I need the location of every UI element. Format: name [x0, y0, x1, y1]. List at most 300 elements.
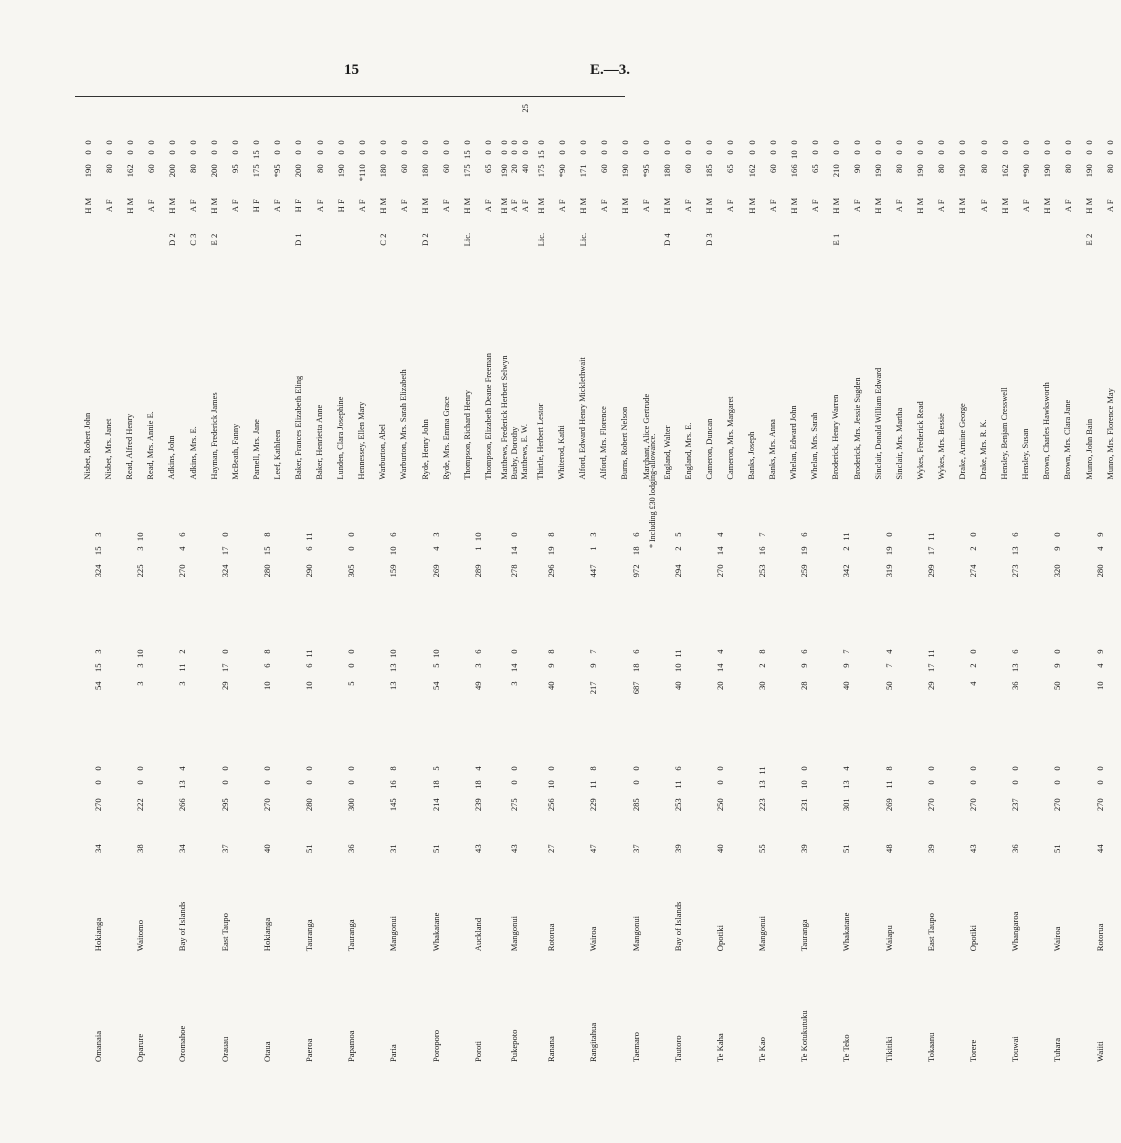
other-pounds: 54: [430, 681, 441, 690]
salary-pounds: 90: [852, 164, 862, 173]
school-name: Pukepoto: [509, 1029, 520, 1062]
teacher-salary: [910, 120, 931, 190]
salaries-total: [499, 716, 530, 833]
extra-allowance: [678, 97, 699, 120]
total-pence: 6: [799, 532, 810, 537]
total-pence: 0: [219, 532, 230, 537]
county-name: East Taupo: [925, 913, 936, 952]
salaries-shillings: 0: [304, 780, 315, 785]
teacher-classification: E 2: [209, 233, 220, 246]
salary-pounds: 190: [499, 164, 510, 178]
county-name: Tauranga: [346, 919, 357, 952]
salaries-shillings: 10: [799, 780, 810, 789]
total-expenditure: [741, 483, 783, 600]
teacher-position: H M: [1084, 197, 1095, 214]
teacher-salary: [657, 120, 678, 190]
salary-pence: 0: [788, 140, 799, 145]
salaries-pounds: 269: [883, 798, 894, 812]
teacher-classification: Lic.: [462, 232, 473, 247]
salaries-pence: 4: [841, 766, 852, 771]
total-pounds: 342: [841, 564, 852, 578]
other-pence: 6: [472, 649, 483, 654]
teacher-name: Munro, Mrs. Florence May: [1105, 388, 1115, 480]
salary-pence: 0: [852, 140, 862, 145]
other-expenditure: [614, 600, 656, 717]
extra-allowance: [952, 97, 973, 120]
teacher-classification: [478, 222, 499, 257]
salary-shillings: 15: [462, 150, 473, 159]
extra-allowance: [825, 97, 846, 120]
teacher-name: Hayman, Frederick James: [209, 392, 219, 480]
total-shillings: 19: [883, 546, 894, 556]
attendance: 36: [346, 844, 357, 853]
salaries-pounds: 270: [261, 798, 272, 812]
extra-allowance: [140, 97, 161, 120]
extra-allowance: [372, 97, 393, 120]
salaries-total: [415, 716, 457, 833]
total-pounds: 305: [346, 564, 357, 578]
salary-shillings: 0: [82, 150, 93, 155]
school-name: Otaua: [261, 1041, 272, 1062]
teacher-salary: [309, 120, 330, 190]
extra-allowance: [762, 97, 783, 120]
teacher-salary: [994, 120, 1015, 190]
other-pence: 11: [672, 649, 683, 658]
salary-pounds: 60: [598, 164, 609, 173]
other-pence: 3: [93, 649, 104, 654]
salary-shillings: 0: [577, 150, 588, 155]
school-name: Ranana: [546, 1036, 557, 1062]
teacher-name: Banks, Joseph: [747, 431, 757, 480]
teacher-position: H M: [873, 197, 884, 214]
teacher-salary: [593, 120, 614, 190]
county-name: Auckland: [472, 917, 483, 952]
teacher-salary: [1015, 120, 1036, 190]
other-expenditure: [246, 600, 288, 717]
salary-pence: 0: [894, 140, 905, 145]
table-row: [783, 97, 804, 1065]
salary-shillings: 0: [230, 150, 241, 155]
teacher-salary: [614, 120, 635, 190]
salary-pence: 0: [1041, 140, 1052, 145]
total-pounds: 270: [177, 564, 188, 578]
salaries-total: [246, 716, 288, 833]
teacher-position: A F: [103, 199, 114, 213]
teacher-position: H M: [82, 197, 93, 214]
salary-shillings: 0: [377, 150, 388, 155]
salaries-pounds: 223: [757, 798, 768, 812]
salary-shillings: 0: [619, 150, 630, 155]
total-pence: 0: [346, 532, 357, 537]
teacher-salary: [762, 120, 783, 190]
total-pence: 3: [588, 532, 599, 537]
teacher-position: A F: [683, 199, 694, 213]
total-expenditure: [910, 483, 952, 600]
salaries-total: [994, 716, 1036, 833]
total-expenditure: [415, 483, 457, 600]
salary-pence: 0: [662, 140, 673, 145]
teacher-position: A F: [767, 199, 778, 213]
extra-allowance: [572, 97, 593, 120]
teacher-position: A F: [188, 199, 199, 213]
teacher-position: H M: [124, 197, 135, 214]
teacher-classification: [783, 222, 804, 257]
salary-shillings: 0: [519, 150, 530, 155]
salary-pounds: 190: [1084, 164, 1095, 178]
attendance: 47: [588, 844, 599, 853]
county-name: Mangonui: [509, 915, 520, 952]
teacher-salary: [288, 120, 309, 190]
teacher-classification: Lic.: [577, 232, 588, 247]
teacher-salary: [741, 120, 762, 190]
total-shillings: 18: [630, 546, 641, 556]
salary-pence: 0: [314, 140, 325, 145]
teacher-name: Broderick, Mrs. Jessie Sugden: [852, 377, 862, 480]
other-pence: 11: [925, 649, 936, 658]
salaries-total: [741, 716, 783, 833]
teacher-name: McBeath, Fanny: [230, 423, 240, 480]
teacher-salary: [572, 120, 593, 190]
teacher-position: H M: [420, 197, 431, 214]
salary-pence: 0: [598, 140, 609, 145]
salary-pence: 0: [641, 140, 652, 145]
teacher-salary: [520, 120, 530, 190]
salaries-pounds: 300: [346, 798, 357, 812]
county-name: Opotiki: [714, 925, 725, 952]
attendance: 39: [799, 844, 810, 853]
extra-allowance: 25: [519, 104, 530, 113]
other-pounds: 687: [630, 681, 641, 695]
teacher-salary: [98, 120, 119, 190]
school-name: Touwai: [1010, 1036, 1021, 1062]
other-pence: 4: [714, 649, 725, 654]
total-shillings: 2: [968, 546, 979, 551]
salary-pence: 0: [978, 140, 989, 145]
other-pounds: 54: [93, 681, 104, 690]
salary-pence: 0: [145, 140, 156, 145]
extra-allowance: [436, 97, 457, 120]
salaries-shillings: 0: [261, 780, 272, 785]
salaries-pounds: 270: [925, 798, 936, 812]
table-row: [994, 97, 1015, 1065]
salary-shillings: 0: [852, 150, 862, 155]
salary-shillings: 0: [683, 150, 694, 155]
other-expenditure: [499, 600, 530, 717]
salary-shillings: 0: [145, 150, 156, 155]
salaries-total: [572, 716, 614, 833]
salary-pence: 0: [209, 140, 220, 145]
teacher-salary: [499, 120, 509, 190]
total-pence: 6: [177, 532, 188, 537]
salaries-total: [699, 716, 741, 833]
salaries-total: [204, 716, 246, 833]
salaries-pence: 0: [968, 766, 979, 771]
total-expenditure: [499, 483, 530, 600]
salaries-pence: 8: [388, 766, 399, 771]
salaries-total: [868, 716, 910, 833]
other-shillings: 14: [714, 663, 725, 672]
teacher-classification: [636, 222, 657, 257]
teacher-name: Read, Alfred Henry: [125, 413, 135, 480]
teacher-salary: [140, 120, 161, 190]
attendance: 51: [841, 844, 852, 853]
salaries-total: [910, 716, 952, 833]
county-name: Mangonui: [757, 915, 768, 952]
salaries-pence: 0: [1094, 766, 1105, 771]
teacher-classification: [720, 222, 741, 257]
salary-shillings: 0: [725, 150, 736, 155]
salary-pence: 0: [483, 140, 494, 145]
teacher-classification: [678, 222, 699, 257]
salary-shillings: 0: [598, 150, 609, 155]
salary-pounds: 190: [957, 164, 968, 178]
salary-pounds: 190: [873, 164, 884, 178]
teacher-position: A F: [598, 199, 609, 213]
teacher-classification: [309, 222, 330, 257]
total-pounds: 278: [509, 564, 520, 578]
salary-pounds: 162: [124, 164, 135, 178]
salary-shillings: 0: [767, 150, 778, 155]
extra-allowance: [1057, 97, 1078, 120]
teacher-name: Ryde, Mrs. Emma Grace: [441, 396, 451, 480]
county-name: Whakatane: [841, 912, 852, 952]
total-pounds: 290: [304, 564, 315, 578]
school-name: Oparure: [135, 1033, 146, 1062]
teacher-name: Nisbet, Robert John: [83, 412, 93, 480]
table-row: [699, 97, 720, 1065]
salary-shillings: 15: [535, 150, 546, 159]
other-pounds: 3: [177, 681, 188, 686]
total-shillings: 4: [430, 546, 441, 551]
teacher-name: Read, Mrs. Annie E.: [146, 411, 156, 480]
teacher-classification: D 1: [293, 233, 304, 246]
teacher-position: A F: [314, 199, 325, 213]
teacher-salary: [415, 120, 436, 190]
total-pounds: 294: [672, 564, 683, 578]
school-name: Oromahoe: [177, 1025, 188, 1062]
teacher-classification: [520, 222, 530, 257]
salary-pounds: 65: [483, 164, 494, 173]
other-pounds: 5: [346, 681, 357, 686]
extra-allowance: [530, 97, 551, 120]
teacher-name: Hensley, Susan: [1021, 428, 1031, 480]
extra-allowance: [499, 97, 509, 120]
salary-pounds: 180: [662, 164, 673, 178]
salaries-pounds: 270: [93, 798, 104, 812]
salary-pence: 0: [809, 140, 820, 145]
salary-pence: 0: [1020, 140, 1031, 145]
teacher-classification: C 3: [188, 233, 199, 246]
salary-pence: 0: [577, 140, 588, 145]
teacher-classification: [593, 222, 614, 257]
salary-pence: 0: [704, 140, 715, 145]
teacher-position: H M: [1041, 197, 1052, 214]
school-name: Tokaanu: [925, 1032, 936, 1062]
other-pounds: 4: [968, 681, 979, 686]
extra-allowance: [657, 97, 678, 120]
teacher-name: Banks, Mrs. Anna: [768, 419, 778, 480]
salary-shillings: 0: [662, 150, 673, 155]
other-pounds: 3: [509, 681, 520, 686]
other-expenditure: [657, 600, 699, 717]
teacher-position: H F: [293, 199, 304, 213]
footnote: * Including £30 lodging-allowance.: [648, 433, 657, 548]
table-row: [372, 97, 393, 1065]
salaries-pence: 8: [883, 766, 894, 771]
salary-pence: 0: [535, 140, 546, 145]
other-pence: 0: [1052, 649, 1063, 654]
extra-allowance: [1036, 97, 1057, 120]
salary-shillings: 0: [915, 150, 926, 155]
county-name: Rotorua: [546, 923, 557, 952]
teacher-position: A F: [509, 199, 520, 213]
salaries-pence: 0: [261, 766, 272, 771]
salary-shillings: 0: [1105, 150, 1116, 155]
teacher-name: Matthews, Frederick Herbert Selwyn: [499, 355, 509, 480]
total-expenditure: [952, 483, 994, 600]
other-pounds: 10: [304, 681, 315, 690]
other-pounds: 10: [261, 681, 272, 690]
teacher-name: Baker, Frances Elizabeth Eling: [293, 375, 303, 480]
teacher-position: H F: [335, 199, 346, 213]
teacher-position: A F: [1062, 199, 1073, 213]
county-name: Tauranga: [304, 919, 315, 952]
county-name: Hokianga: [261, 917, 272, 952]
attendance: 40: [261, 844, 272, 853]
total-expenditure: [161, 483, 203, 600]
teacher-classification: [499, 222, 509, 257]
teacher-salary: [1078, 120, 1099, 190]
other-pence: 8: [546, 649, 557, 654]
salaries-pence: 0: [546, 766, 557, 771]
other-pounds: 10: [1094, 681, 1105, 690]
teacher-name: Alford, Edward Henry Micklethwait: [578, 357, 588, 480]
other-expenditure: [119, 600, 161, 717]
salaries-pounds: 145: [388, 798, 399, 812]
total-pence: 11: [304, 532, 315, 541]
salaries-shillings: 0: [1052, 780, 1063, 785]
attendance: 51: [304, 844, 315, 853]
other-pence: 6: [799, 649, 810, 654]
teacher-name: Marchant, Alice Gertrude: [641, 393, 651, 480]
salaries-pounds: 270: [1052, 798, 1063, 812]
total-expenditure: [246, 483, 288, 600]
other-shillings: 13: [1010, 663, 1021, 672]
salaries-pounds: 222: [135, 798, 146, 812]
county-name: Mangonui: [630, 915, 641, 952]
total-shillings: 17: [925, 546, 936, 556]
teacher-name: Thompson, Elizabeth Deane Freeman: [483, 353, 493, 480]
total-pounds: 280: [1094, 564, 1105, 578]
extra-allowance: [309, 97, 330, 120]
salary-pounds: *90: [556, 164, 567, 178]
attendance: 40: [714, 844, 725, 853]
teacher-classification: [509, 222, 519, 257]
table-row: [77, 97, 98, 1065]
salaries-total: [161, 716, 203, 833]
total-shillings: 4: [1094, 546, 1105, 551]
extra-allowance: [351, 97, 372, 120]
salary-pounds: 190: [1041, 164, 1052, 178]
teacher-position: A F: [641, 199, 652, 213]
teacher-name: Warburton, Abel: [378, 424, 388, 480]
teacher-position: H M: [462, 197, 473, 214]
total-pounds: 280: [261, 564, 272, 578]
salary-pence: 0: [230, 140, 241, 145]
total-pounds: 447: [588, 564, 599, 578]
teacher-classification: Lic.: [535, 232, 546, 247]
teacher-salary: [119, 120, 140, 190]
school-name: Omanaia: [93, 1030, 104, 1062]
teacher-position: H M: [577, 197, 588, 214]
county-name: Tauranga: [799, 919, 810, 952]
extra-allowance: [1015, 97, 1036, 120]
total-pence: 9: [1094, 532, 1105, 537]
salaries-shillings: 16: [388, 780, 399, 789]
table-row: [910, 97, 931, 1065]
salaries-pence: 6: [672, 766, 683, 771]
teacher-classification: [351, 222, 372, 257]
total-expenditure: [457, 483, 499, 600]
teacher-name: Sinclair, Mrs. Martha: [894, 407, 904, 480]
total-expenditure: [372, 483, 414, 600]
salaries-shillings: 11: [588, 780, 599, 789]
salary-pounds: 20: [509, 164, 520, 173]
school-name: Orauau: [219, 1036, 230, 1062]
teacher-classification: [330, 222, 351, 257]
salary-pounds: 80: [936, 164, 947, 173]
school-name: Torere: [968, 1039, 979, 1062]
other-pence: 0: [968, 649, 979, 654]
teacher-salary: [393, 120, 414, 190]
teacher-name: Wykes, Frederick Read: [915, 401, 925, 480]
salary-shillings: 0: [441, 150, 452, 155]
total-pence: 4: [714, 532, 725, 537]
salary-pence: 0: [1105, 140, 1116, 145]
teacher-salary: [436, 120, 457, 190]
salaries-shillings: 18: [472, 780, 483, 789]
county-name: Wairoa: [588, 926, 599, 952]
salary-pounds: 190: [335, 164, 346, 178]
salary-pence: 0: [957, 140, 968, 145]
teacher-position: A F: [272, 199, 283, 213]
salaries-total: [657, 716, 699, 833]
other-shillings: 2: [968, 663, 979, 668]
salary-shillings: 0: [483, 150, 494, 155]
teacher-salary: [699, 120, 720, 190]
teacher-position: A F: [852, 199, 862, 213]
salary-pence: 0: [509, 140, 520, 145]
salaries-shillings: 0: [630, 780, 641, 785]
teacher-salary: [846, 120, 867, 190]
county-name: Hokianga: [93, 917, 104, 952]
salary-pounds: 171: [577, 164, 588, 178]
total-expenditure: [657, 483, 699, 600]
total-pence: 11: [841, 532, 852, 541]
teacher-classification: [931, 222, 952, 257]
salary-pence: 0: [441, 140, 452, 145]
total-pence: 7: [757, 532, 768, 537]
teacher-classification: [1100, 222, 1121, 257]
teacher-salary: [868, 120, 889, 190]
total-pence: 0: [509, 532, 520, 537]
salary-pounds: 175: [251, 164, 262, 178]
other-expenditure: [783, 600, 825, 717]
salaries-pounds: 237: [1010, 798, 1021, 812]
other-shillings: 9: [546, 663, 557, 668]
county-name: Waiapu: [883, 925, 894, 952]
salaries-pence: 4: [472, 766, 483, 771]
